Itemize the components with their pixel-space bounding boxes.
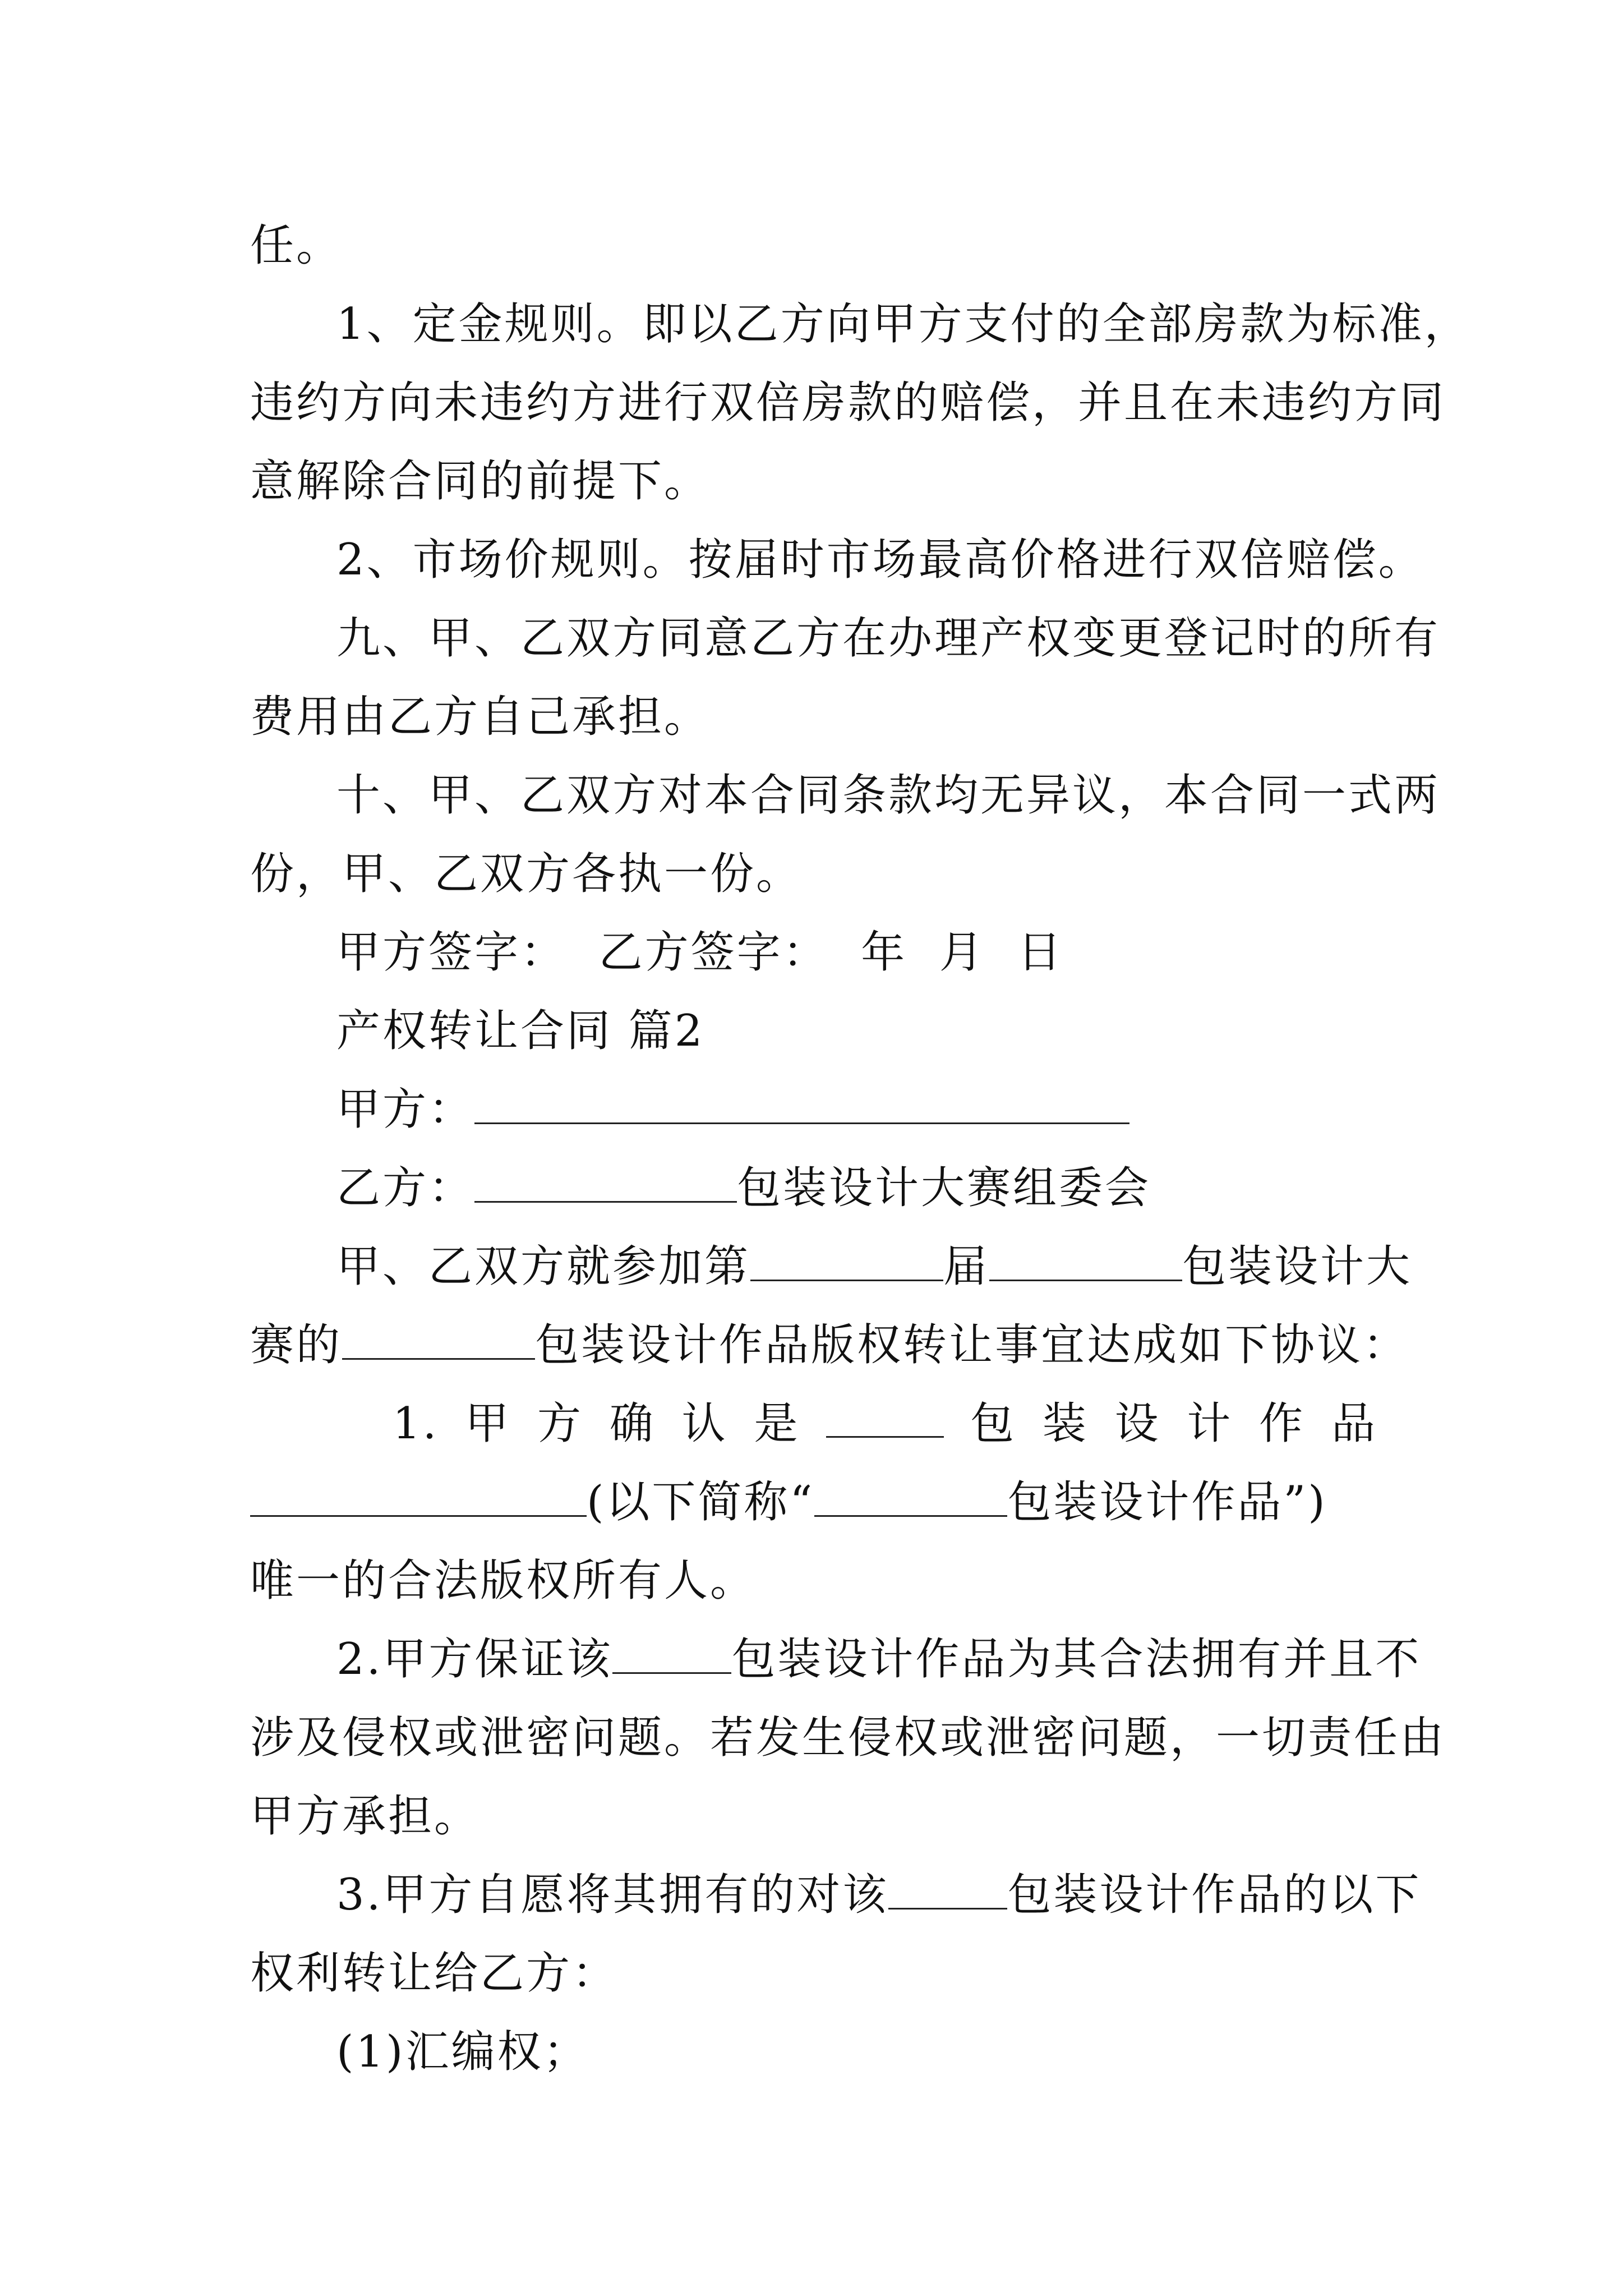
- clause-1-char: 方: [537, 1398, 584, 1449]
- party-a-blank: [474, 1082, 1129, 1124]
- intro-line-2: [250, 1317, 1409, 1373]
- text-line: 违约方向未违约方进行双倍房款的赔偿，并且在未违约方同: [250, 378, 1446, 428]
- clause-1-char: 计: [1187, 1398, 1233, 1449]
- clause-1-char: 品: [1331, 1398, 1377, 1449]
- party-b-suffix: 包装设计大赛组委会: [737, 1163, 1151, 1213]
- clause-1-line-1: [393, 1396, 1377, 1452]
- clause-1-text: 包装设计作品”): [1007, 1477, 1327, 1527]
- clause-1-char: 设: [1114, 1398, 1161, 1449]
- clause-1-char: 装: [1042, 1398, 1089, 1449]
- clause-1-char: 认: [681, 1398, 728, 1449]
- party-a-line: [336, 1082, 1377, 1138]
- clause-2-line-3: 甲方承担。: [250, 1791, 481, 1842]
- work-name-blank: [342, 1318, 535, 1360]
- clause-1-line-3: 唯一的合法版权所有人。: [250, 1556, 757, 1606]
- clause-market-price-rule: 2、市场价规则。按届时市场最高价格进行双倍赔偿。: [336, 535, 1424, 585]
- short-name-blank: [814, 1475, 1007, 1517]
- session-blank: [750, 1239, 943, 1281]
- clause-1-text: (以下简称“: [587, 1477, 815, 1527]
- clause-ten: 十、甲、乙双方对本合同条款均无异议，本合同一式两: [336, 770, 1441, 821]
- clause-deposit-rule: 1、定金规则。即以乙方向甲方支付的全部房款为标准，: [336, 299, 1470, 349]
- work-title-blank: [250, 1475, 587, 1517]
- clause-2-text: 2.甲方保证该: [336, 1634, 613, 1685]
- clause-1-number: 1.: [393, 1398, 439, 1449]
- intro-text: 赛的: [250, 1320, 343, 1370]
- party-b-blank: [474, 1161, 737, 1203]
- intro-text: 包装设计大: [1182, 1241, 1413, 1292]
- contest-name-blank: [989, 1239, 1182, 1281]
- clause-1-char: 包: [970, 1398, 1016, 1449]
- clause-2-line-1: [336, 1631, 1422, 1687]
- clause-3-text: 包装设计作品的以下: [1007, 1870, 1422, 1920]
- clause-1-char: 作: [1259, 1398, 1306, 1449]
- clause-2-line-2: 涉及侵权或泄密问题。若发生侵权或泄密问题，一切责任由: [250, 1713, 1446, 1763]
- party-b-label: 乙方：: [336, 1163, 475, 1213]
- text-line: 意解除合同的前提下。: [250, 456, 711, 507]
- intro-text: 包装设计作品版权转让事宜达成如下协议：: [535, 1320, 1409, 1370]
- clause-1-blank: [826, 1396, 944, 1438]
- clause-nine: 九、甲、乙双方同意乙方在办理产权变更登记时的所有: [336, 613, 1441, 664]
- text-line: 任。: [250, 220, 343, 271]
- clause-1-char: 是: [754, 1398, 800, 1449]
- text-line: 份，甲、乙双方各执一份。: [250, 849, 803, 899]
- party-a-label: 甲方：: [336, 1084, 475, 1135]
- intro-text: 届: [943, 1241, 990, 1292]
- section-heading: 产权转让合同 篇2: [336, 1006, 705, 1056]
- clause-3-item-1: (1)汇编权；: [336, 2027, 589, 2077]
- clause-2-text: 包装设计作品为其合法拥有并且不: [731, 1634, 1422, 1685]
- intro-line-1: [336, 1239, 1413, 1295]
- clause-1-char: 确: [609, 1398, 656, 1449]
- clause-1-line-2: [250, 1474, 1377, 1530]
- clause-3-blank: [888, 1867, 1007, 1910]
- clause-3-line-2: 权利转让给乙方：: [250, 1948, 619, 1999]
- clause-2-blank: [612, 1632, 731, 1674]
- clause-3-text: 3.甲方自愿将其拥有的对该: [336, 1870, 889, 1920]
- clause-3-line-1: [336, 1867, 1422, 1923]
- intro-text: 甲、乙双方就参加第: [336, 1241, 751, 1292]
- party-b-line: [336, 1160, 1377, 1216]
- text-line: 费用由乙方自己承担。: [250, 692, 711, 742]
- clause-1-char: 甲: [465, 1398, 511, 1449]
- signature-line: 甲方签字： 乙方签字： 年 月 日: [336, 927, 1064, 978]
